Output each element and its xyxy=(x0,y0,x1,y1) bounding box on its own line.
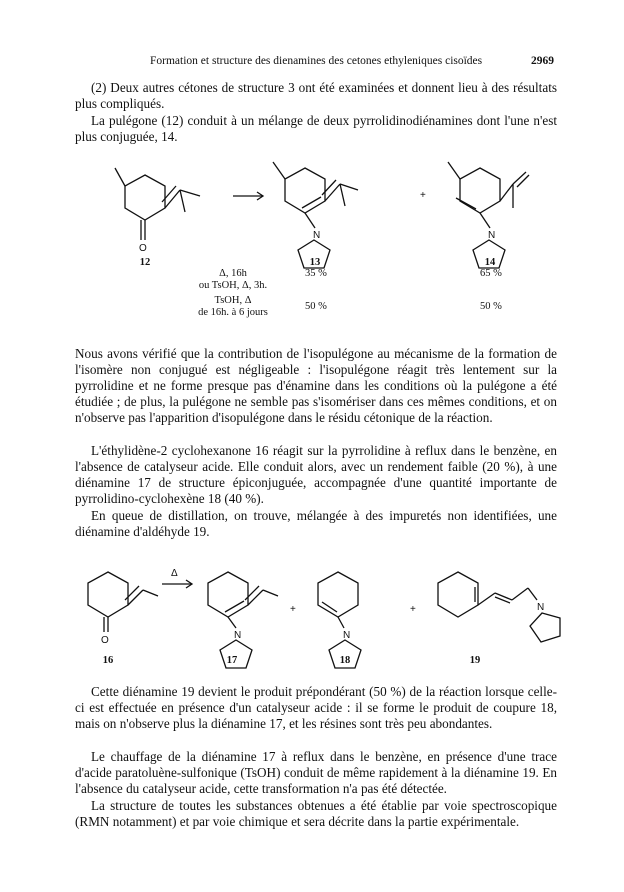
heat-symbol: Δ xyxy=(171,568,178,579)
nitrogen-atom: N xyxy=(537,602,545,613)
paragraph-3: Nous avons vérifié que la contribution de l'isopulégone au mécanisme de la formation de l'isomère non conjugué est négligeable : l'isopulégone réagit très lentement sur la pyrrolidine et ne forme presque pas d'énamine dans les conditions où la pulégone a été étudiée ; de plus, la pulégone ne semble pas s'isomériser dans ces mêmes conditions, et on n'observe pas l'apparition d'isopulégone dans le résidu cétonique de la réaction. xyxy=(75,346,557,426)
reaction-arrow-1 xyxy=(233,192,263,200)
paragraph-2: La pulégone (12) conduit à un mélange de deux pyrrolidinodiénamines dont l'une n'est plus conjuguée, 14. xyxy=(75,113,557,145)
molecule-18 xyxy=(318,572,361,668)
compound-label-13: 13 xyxy=(309,257,321,268)
nitrogen-atom: N xyxy=(488,230,496,241)
plus-sign: + xyxy=(420,190,426,201)
yield-14-cond1: 65 % xyxy=(480,268,502,279)
compound-label-14: 14 xyxy=(484,257,496,268)
paragraph-7: Le chauffage de la diénamine 17 à reflux dans le benzène, en présence d'une trace d'acide paratoluène-sulfonique (TsOH) conduit de même rapidement à la diénamine 19. En l'absence du catalyseur acide, cette transformation n'a pas été détectée. xyxy=(75,749,557,797)
reaction-scheme-1 xyxy=(0,150,624,335)
reaction-arrow-2 xyxy=(162,568,192,588)
paragraph-4: L'éthylidène-2 cyclohexanone 16 réagit sur la pyrrolidine à reflux dans le benzène, en l'absence de catalyseur acide. Elle conduit alors, avec un rendement faible (20 %), à une diénamine 17 de structure épiconjuguée, accompagnée d'une quantité importante de pyrrolidino-cyclohexène 18 (40 %). xyxy=(75,443,557,507)
compound-label-16: 16 xyxy=(102,655,114,666)
paragraph-5: En queue de distillation, on trouve, mélangée à des impuretés non identifiées, une diénamine d'aldéhyde 19. xyxy=(75,508,557,540)
condition-1: Δ, 16h ou TsOH, Δ, 3h. xyxy=(198,268,268,291)
compound-label-12: 12 xyxy=(139,257,151,268)
molecule-13 xyxy=(273,162,358,268)
page-header xyxy=(0,55,624,71)
running-title: Formation et structure des dienamines des cetones ethyleniques cisoïdes xyxy=(150,55,483,67)
plus-sign: + xyxy=(410,604,416,615)
plus-sign: + xyxy=(290,604,296,615)
oxygen-atom: O xyxy=(139,243,147,254)
nitrogen-atom: N xyxy=(234,630,242,641)
nitrogen-atom: N xyxy=(313,230,321,241)
nitrogen-atom: N xyxy=(343,630,351,641)
page-number: 2969 xyxy=(531,55,554,67)
molecule-14 xyxy=(448,162,529,268)
molecule-12 xyxy=(115,168,200,254)
compound-label-17: 17 xyxy=(226,655,238,666)
yield-13-cond1: 35 % xyxy=(305,268,327,279)
yield-14-cond2: 50 % xyxy=(480,301,502,312)
compound-label-18: 18 xyxy=(339,655,351,666)
paragraph-8: La structure de toutes les substances obtenues a été établie par voie spectroscopique (RMN notamment) et par voie chimique et sera décrite dans la partie expérimentale. xyxy=(75,798,557,830)
oxygen-atom: O xyxy=(101,635,109,646)
condition-2: TsOH, Δ de 16h. à 6 jours xyxy=(198,295,268,318)
paragraph-6: Cette diénamine 19 devient le produit prépondérant (50 %) de la réaction lorsque celle-ci est effectuée en présence d'un catalyseur acide : il se forme le produit de coupure 18, mais on n'observe plus la diénamine 17, et les résines sont très peu abondantes. xyxy=(75,684,557,732)
paragraph-1: (2) Deux autres cétones de structure 3 ont été examinées et donnent lieu à des résultats plus compliqués. xyxy=(75,80,557,112)
molecule-16 xyxy=(88,572,158,646)
molecule-17 xyxy=(208,572,278,668)
molecule-19 xyxy=(438,572,560,642)
compound-label-19: 19 xyxy=(469,655,481,666)
reaction-scheme-2 xyxy=(0,560,624,675)
yield-13-cond2: 50 % xyxy=(305,301,327,312)
